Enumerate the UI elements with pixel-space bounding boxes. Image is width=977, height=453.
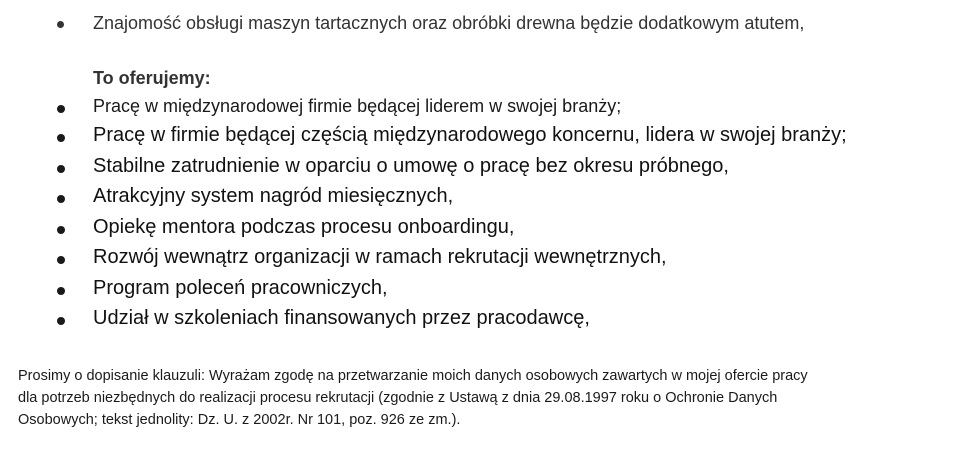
bullet-icon [57, 317, 65, 325]
bullet-icon [57, 21, 64, 28]
clause-line: Prosimy o dopisanie klauzuli: Wyrażam zgodę na przetwarzanie moich danych osobowych zawartych w mojej ofercie pracy [18, 368, 808, 384]
section-heading: To oferujemy: [93, 68, 211, 88]
list-item-text: Opiekę mentora podczas procesu onboardingu, [93, 215, 515, 238]
clause-line: dla potrzeb niezbędnych do realizacji procesu rekrutacji (zgodnie z Ustawą z dnia 29.08.1997 roku o Ochronie Danych [18, 390, 778, 406]
bullet-icon [57, 195, 65, 203]
list-item-text: Udział w szkoleniach finansowanych przez pracodawcę, [93, 307, 590, 329]
list-item-text: Pracę w międzynarodowej firmie będącej liderem w swojej branży; [93, 96, 622, 116]
list-item-text: Atrakcyjny system nagród miesięcznych, [93, 185, 454, 207]
list-item-text: Rozwój wewnątrz organizacji w ramach rekrutacji wewnętrznych, [93, 246, 667, 268]
consent-clause [18, 365, 968, 431]
bullet-icon [57, 134, 65, 142]
bullet-icon [57, 165, 65, 173]
list-item-text: Program poleceń pracowniczych, [93, 276, 388, 299]
list-item-text: Stabilne zatrudnienie w oparciu o umowę o pracę bez okresu próbnego, [93, 154, 729, 177]
list-item-text: Pracę w firmie będącej częścią międzynarodowego koncernu, lidera w swojej branży; [93, 124, 847, 146]
bullet-icon [57, 287, 65, 295]
bullet-icon [57, 226, 65, 234]
bullet-icon [57, 105, 65, 113]
clause-line: Osobowych; tekst jednolity: Dz. U. z 2002r. Nr 101, poz. 926 ze zm.). [18, 412, 461, 428]
list-item-text: Znajomość obsługi maszyn tartacznych oraz obróbki drewna będzie dodatkowym atutem, [93, 13, 805, 33]
bullet-icon [57, 256, 65, 264]
